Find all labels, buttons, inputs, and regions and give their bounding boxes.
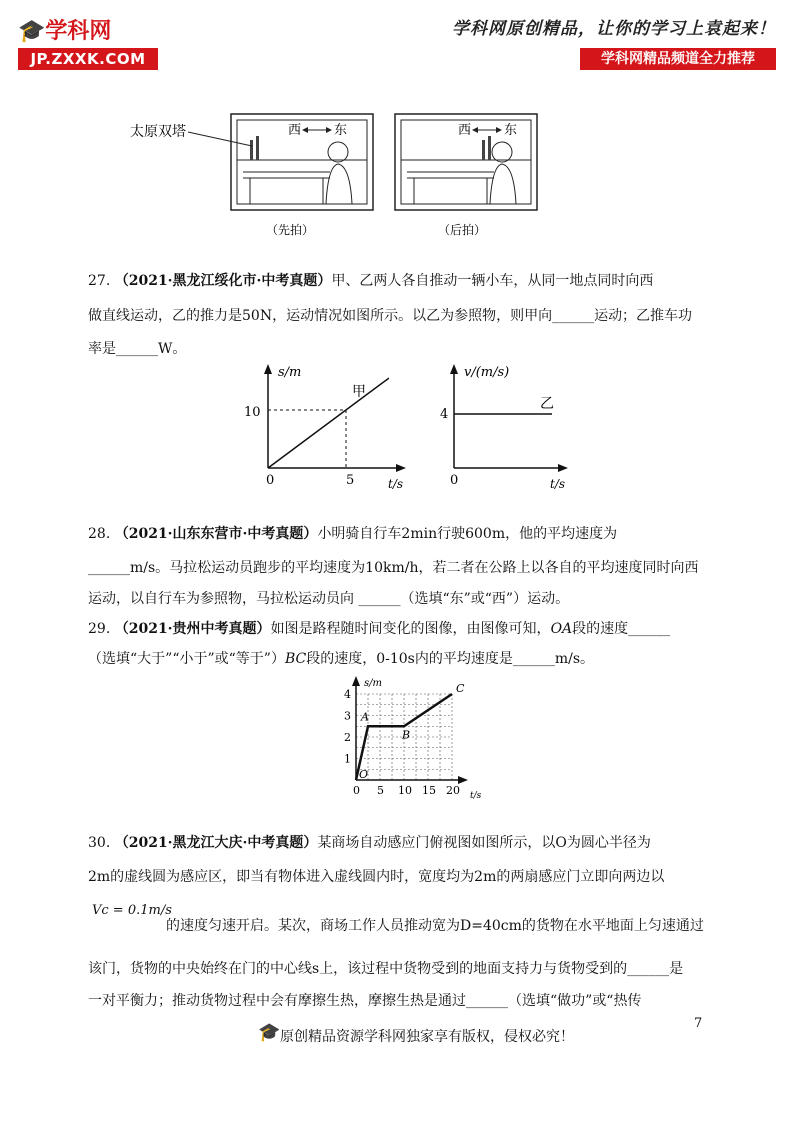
footer-copyright: 原创精品资源学科网独家享有版权，侵权必究！ xyxy=(280,1029,574,1045)
dir-west-label-2: 西 xyxy=(458,123,472,138)
header-slogan-bar: 学科网精品频道全力推荐 xyxy=(580,48,776,70)
q30-number: 30. xyxy=(88,835,111,851)
point-label-a: A xyxy=(361,710,369,724)
g2-xlabel: t/s xyxy=(550,477,566,491)
point-label-o: O xyxy=(359,768,369,781)
g2-ylabel: v/(m/s) xyxy=(464,365,510,380)
chart-s-t-oabc xyxy=(330,676,490,806)
q27-graphs xyxy=(240,360,580,500)
caption-after: （后拍） xyxy=(438,223,487,237)
g1-xtick-5: 5 xyxy=(346,473,355,488)
q29-text2b: 段的速度，0-10s内的平均速度是______m/s。 xyxy=(306,651,595,667)
graduation-cap-icon: 🎓 xyxy=(18,19,46,44)
q29-line2 xyxy=(88,648,594,668)
y-tick-label: 3 xyxy=(344,709,351,723)
header-slogan: 学科网原创精品，让你的学习上袁起来！ xyxy=(452,19,776,39)
caption-before: （先拍） xyxy=(266,223,315,237)
y-tick-label: 1 xyxy=(344,752,351,766)
y-tick-label: 4 xyxy=(344,688,351,701)
q27-number: 27. xyxy=(88,273,111,289)
q28-number: 28. xyxy=(88,526,111,542)
q29-oa: OA xyxy=(550,621,573,637)
q28-line3: 运动，以自行车为参照物，马拉松运动员向 ______（选填“东”或“西”）运动。 xyxy=(88,591,570,607)
towers-label: 太原双塔 xyxy=(130,124,186,140)
q28-line1 xyxy=(88,523,617,543)
q30-formula: Vc = 0.1m/s xyxy=(92,903,172,918)
chart-s-t xyxy=(244,364,406,491)
g3-yticks xyxy=(344,688,351,766)
towers-figure xyxy=(130,110,540,240)
x-tick-label: 20 xyxy=(446,784,460,797)
g2-ytick-4: 4 xyxy=(440,407,449,422)
q30-tag: （2021·黑龙江大庆·中考真题） xyxy=(114,835,318,851)
series-jia-line xyxy=(268,378,389,468)
q27-line2: 做直线运动，乙的推力是50N，运动情况如图所示。以乙为参照物，则甲向______运动；乙推车功 xyxy=(88,308,693,324)
site-logo xyxy=(18,14,111,45)
q29-line1 xyxy=(88,618,670,638)
q29-tag: （2021·贵州中考真题） xyxy=(114,621,271,637)
g2-origin: 0 xyxy=(450,473,459,488)
q29-text1b: 段的速度______ xyxy=(572,621,671,637)
g1-ylabel: s/m xyxy=(278,365,302,380)
q30-line4: 该门，货物的中央始终在门的中心线s上，该过程中货物受到的地面支持力与货物受到的______是 xyxy=(88,961,684,977)
g3-xlabel: t/s xyxy=(470,791,482,801)
x-tick-label: 5 xyxy=(377,784,384,797)
q28-text1: 小明骑自行车2min行驶600m，他的平均速度为 xyxy=(317,526,618,542)
logo-text: 学科网 xyxy=(45,19,112,44)
q30-line3: 的速度匀速开启。某次，商场工作人员推动宽为D=40cm的货物在水平地面上匀速通过 xyxy=(166,918,704,934)
point-label-c: C xyxy=(456,682,465,695)
g1-origin: 0 xyxy=(266,473,275,488)
q27-line3: 率是______W。 xyxy=(88,341,187,357)
g1-ytick-10: 10 xyxy=(244,405,261,420)
series-yi-label: 乙 xyxy=(540,396,554,412)
dir-west-label: 西 xyxy=(288,123,302,138)
q29-text1a: 如图是路程随时间变化的图像，由图像可知， xyxy=(270,621,551,637)
graduation-cap-icon: 🎓 xyxy=(258,1022,281,1043)
q29-bc: BC xyxy=(284,651,307,667)
q28-line2: ______m/s。马拉松运动员跑步的平均速度为10km/h，若二者在公路上以各自的平均速度同时向西 xyxy=(88,560,699,576)
q27-tag: （2021·黑龙江绥化市·中考真题） xyxy=(114,273,332,289)
q29-text2a: （选填“大于”“小于”或“等于”） xyxy=(88,651,285,667)
towers-pointer xyxy=(188,132,252,146)
page-number: 7 xyxy=(694,1016,703,1031)
dir-east-label: 东 xyxy=(334,123,348,138)
q30-line5: 一对平衡力；推动货物过程中会有摩擦生热，摩擦生热是通过______（选填“做功”或“热传 xyxy=(88,993,642,1009)
g1-xlabel: t/s xyxy=(388,477,404,491)
chart-v-t xyxy=(440,364,568,491)
q27-line1 xyxy=(88,270,653,290)
y-tick-label: 2 xyxy=(344,731,351,744)
dir-east-label-2: 东 xyxy=(504,123,518,138)
g3-xticks xyxy=(353,784,460,797)
g3-ylabel: s/m xyxy=(364,678,382,689)
logo-url: JP.ZXXK.COM xyxy=(18,48,158,70)
q29-number: 29. xyxy=(88,621,111,637)
x-tick-label: 10 xyxy=(398,784,412,797)
x-tick-label: 0 xyxy=(353,784,360,797)
x-tick-label: 15 xyxy=(422,784,436,797)
point-label-b: B xyxy=(402,728,411,742)
q28-tag: （2021·山东东营市·中考真题） xyxy=(114,526,318,542)
q27-text1: 甲、乙两人各自推动一辆小车，从同一地点同时向西 xyxy=(331,273,654,289)
photo-before xyxy=(231,114,373,210)
q30-line1 xyxy=(88,832,651,852)
q30-line2: 2m的虚线圆为感应区，即当有物体进入虚线圆内时，宽度均为2m的两扇感应门立即向两边以 xyxy=(88,869,665,885)
series-jia-label: 甲 xyxy=(352,384,366,400)
q30-text1: 某商场自动感应门俯视图如图所示，以O为圆心半径为 xyxy=(317,835,651,851)
